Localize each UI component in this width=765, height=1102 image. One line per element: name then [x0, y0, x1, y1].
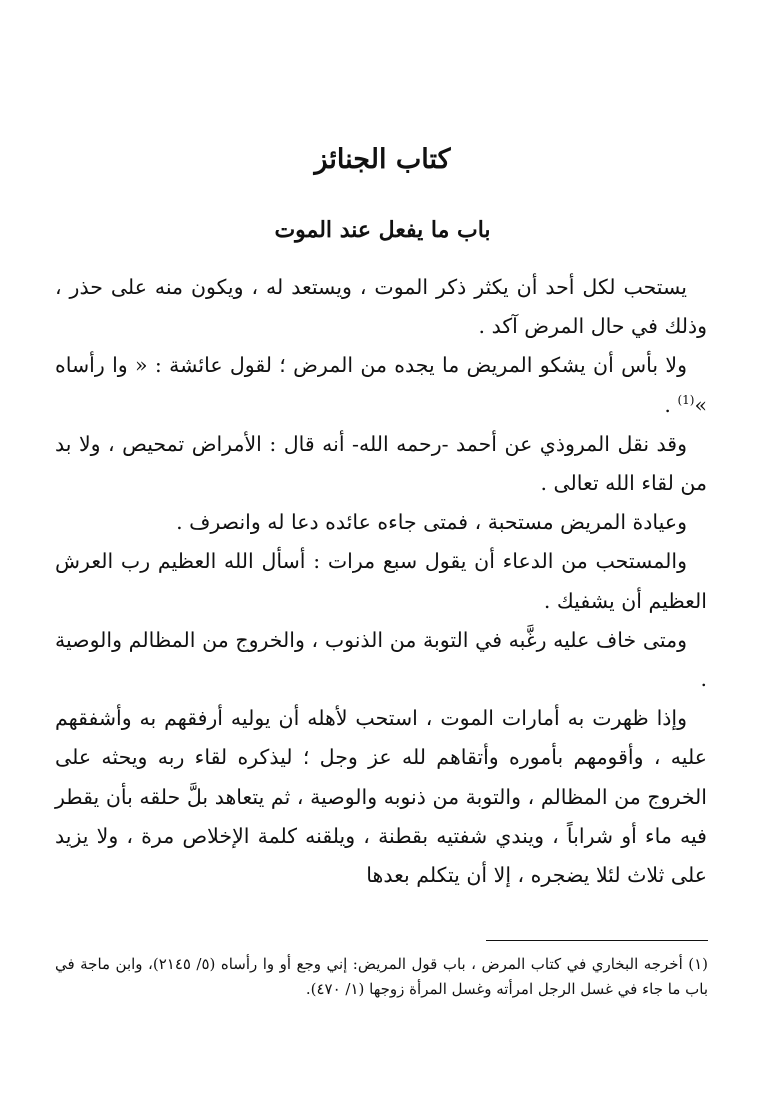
body-text: [55, 268, 707, 895]
footnote: (١) أخرجه البخاري في كتاب المرض ، باب قول المريض: إني وجع أو وا رأساه (٥/ ٢١٤٥)، وابن ماجة في باب ما جاء في غسل الرجل امرأته وغسل المرأة زوجها (١/ ٤٧٠).: [55, 955, 708, 998]
paragraph-4: وعيادة المريض مستحبة ، فمتى جاءه عائده دعا له وانصرف .: [176, 510, 687, 535]
paragraph-2-text: ولا بأس أن يشكو المريض ما يجده من المرض ؛ لقول عائشة : « وا رأساه »: [55, 353, 707, 417]
paragraph-5: والمستحب من الدعاء أن يقول سبع مرات : أسأل الله العظيم رب العرش العظيم أن يشفيك .: [55, 549, 707, 613]
book-title: كتاب الجنائز: [314, 144, 451, 175]
paragraph-1: يستحب لكل أحد أن يكثر ذكر الموت ، ويستعد له ، ويكون منه على حذر ، وذلك في حال المرض آكد .: [55, 275, 707, 339]
paragraph-2: [55, 346, 707, 424]
footnote-divider: [486, 940, 708, 941]
paragraph-3: وقد نقل المروذي عن أحمد -رحمه الله- أنه قال : الأمراض تمحيص ، ولا بد من لقاء الله تعالى .: [55, 431, 707, 496]
paragraph-7: وإذا ظهرت به أمارات الموت ، استحب لأهله أن يوليه أرفقهم به وأشفقهم عليه ، وأقومهم بأموره وأتقاهم لله عز وجل ؛ ليذكره لقاء ربه ويحثه على الخروج من المظالم ، والتوبة من ذنوبه والوصية ، ثم يتعاهد بلَّ حلقه بأن يقطر فيه ماء أو شراباً ، ويندي شفتيه بقطنة ، ويلقنه كلمة الإخلاص مرة ، ولا يزيد على ثلاث لئلا يضجره ، إلا أن يتكلم بعدها: [55, 706, 707, 888]
chapter-title: باب ما يفعل عند الموت: [274, 217, 491, 243]
paragraph-6: ومتى خاف عليه رغَّبه في التوبة من الذنوب ، والخروج من المظالم والوصية .: [55, 627, 707, 692]
footnote-reference: (1): [677, 392, 695, 407]
paragraph-2-tail: .: [664, 392, 678, 417]
